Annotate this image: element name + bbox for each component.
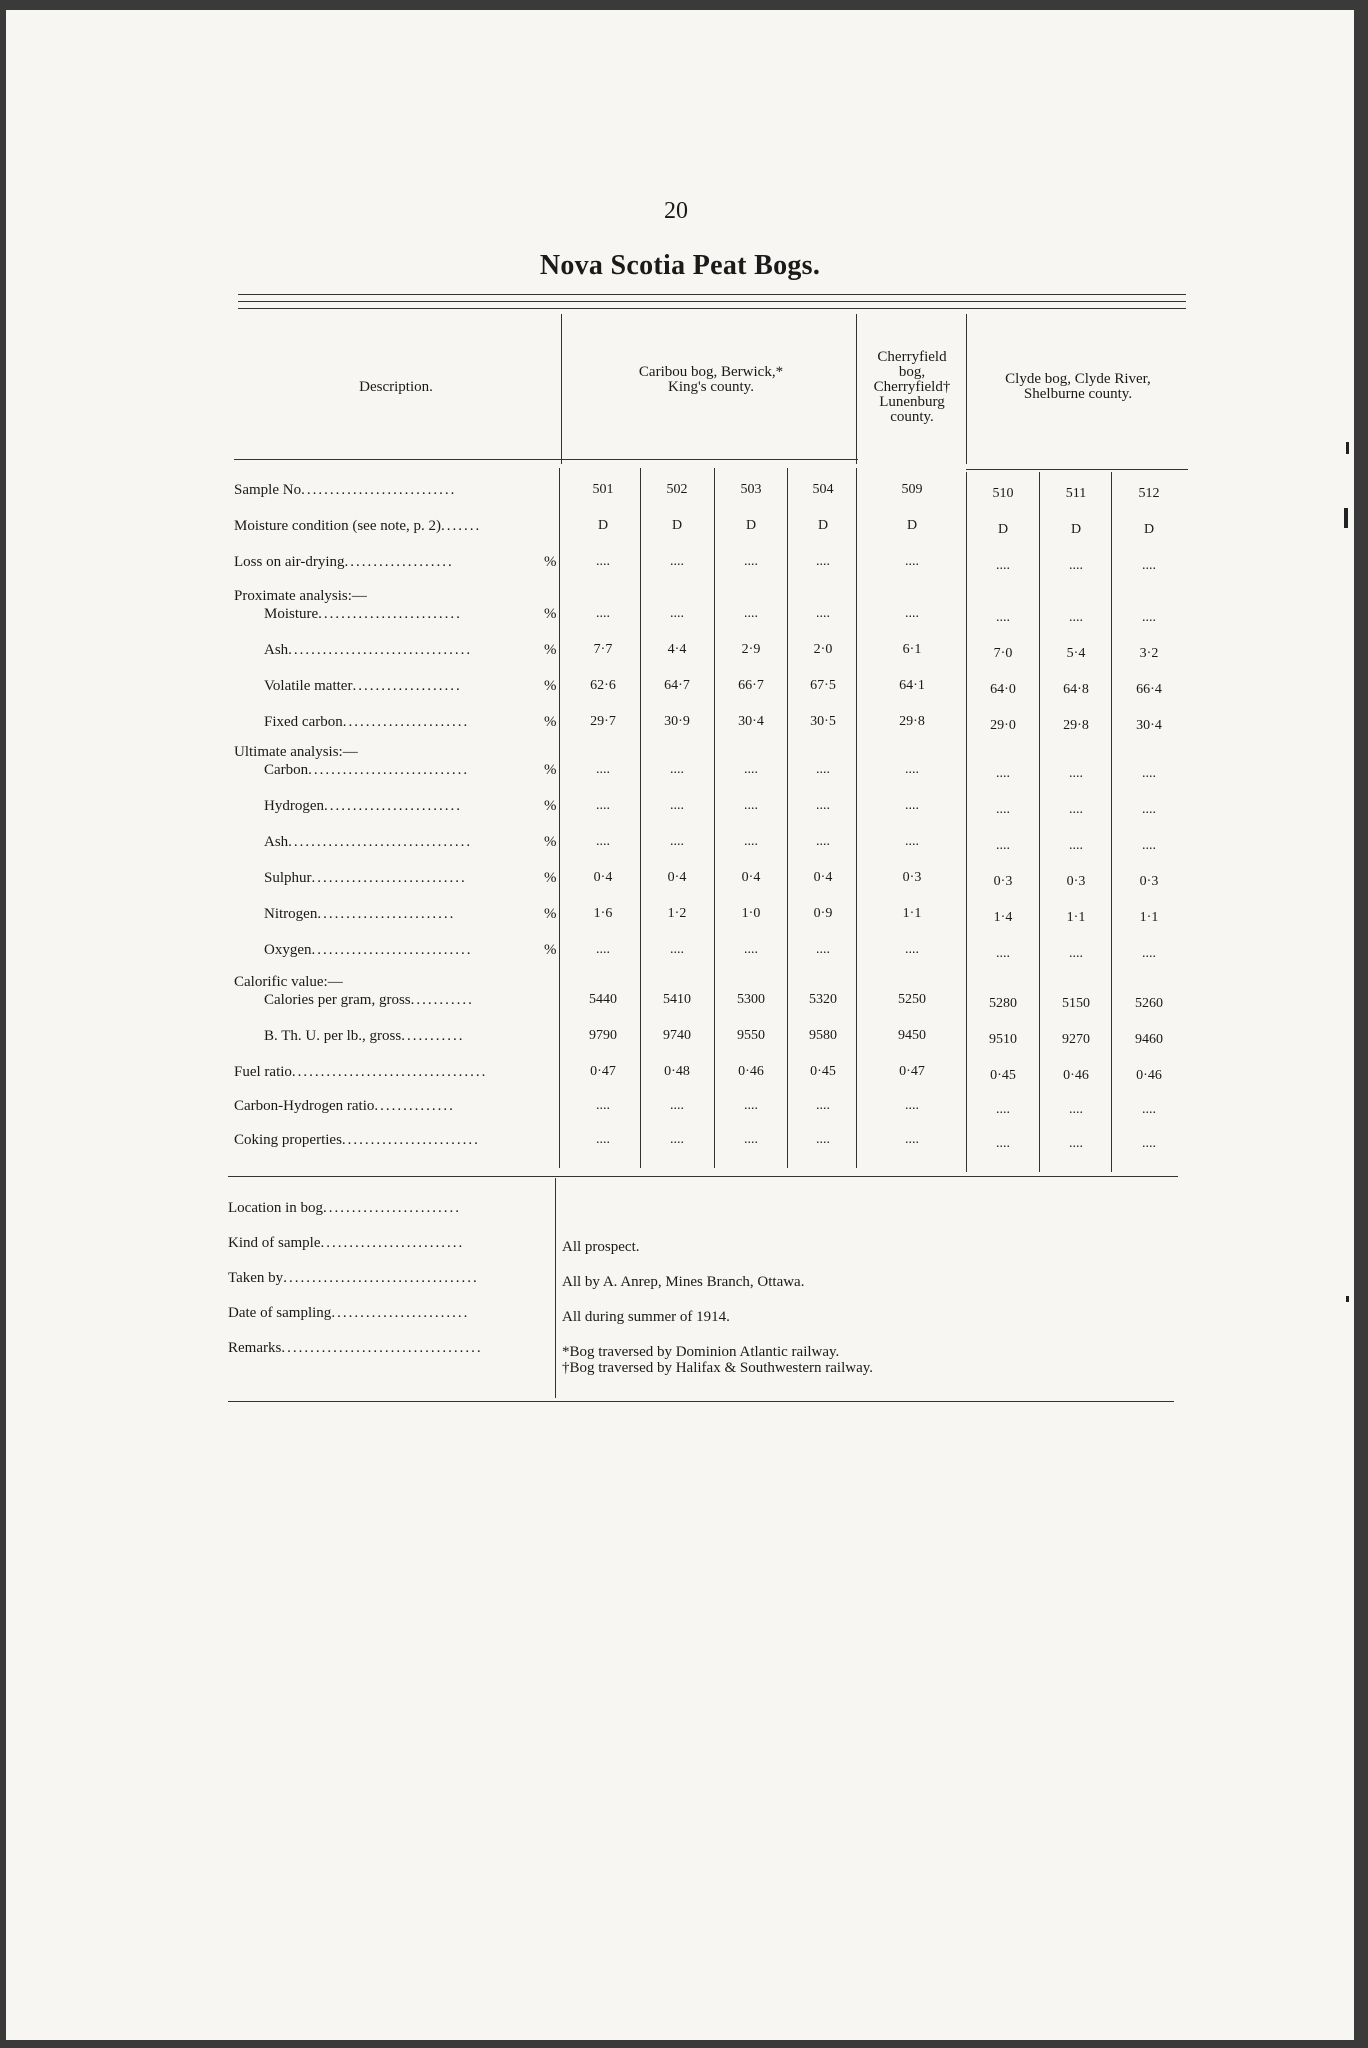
percent-unit: % xyxy=(544,606,557,622)
data-cell: D xyxy=(671,518,683,533)
data-cell: 0·3 xyxy=(902,870,922,885)
row-label-text: Ultimate analysis:— xyxy=(234,744,358,760)
data-cell: .... xyxy=(744,1098,758,1113)
dot-leader: ........................ xyxy=(317,906,456,922)
percent-unit: % xyxy=(544,834,557,850)
data-cell: .... xyxy=(905,606,919,621)
data-cell: .... xyxy=(996,1136,1010,1151)
data-cell: 509 xyxy=(901,482,923,497)
dot-leader: ................... xyxy=(344,554,454,570)
row-label xyxy=(234,482,456,499)
percent-unit: % xyxy=(544,554,557,570)
data-cell: 0·45 xyxy=(810,1064,836,1079)
data-cell: 0·3 xyxy=(1139,874,1159,889)
document-page xyxy=(6,10,1354,2040)
data-cell: .... xyxy=(744,834,758,849)
percent-unit: % xyxy=(544,798,557,814)
row-label-text: Proximate analysis:— xyxy=(234,588,367,604)
data-cell: .... xyxy=(670,798,684,813)
data-cell: 1·2 xyxy=(667,906,687,921)
data-cell: 29·7 xyxy=(590,714,616,729)
column-divider-8 xyxy=(1111,472,1112,1172)
header-divider-3 xyxy=(966,314,967,464)
data-cell: 5260 xyxy=(1135,996,1163,1011)
row-label-text: Carbon xyxy=(264,762,309,778)
data-cell: 9270 xyxy=(1062,1032,1090,1047)
row-label-text: Volatile matter xyxy=(264,678,353,694)
data-cell: .... xyxy=(1142,802,1156,817)
percent-unit: % xyxy=(544,906,557,922)
row-label-text: Fixed carbon xyxy=(264,714,343,730)
row-label-text: Calorific value:— xyxy=(234,974,343,990)
data-cell: .... xyxy=(816,762,830,777)
data-cell: .... xyxy=(596,798,610,813)
row-label-text: Ash xyxy=(264,834,289,850)
data-cell: .... xyxy=(996,610,1010,625)
data-cell: D xyxy=(997,522,1009,537)
row-label-text: Loss on air-drying xyxy=(234,554,345,570)
data-cell: .... xyxy=(1142,766,1156,781)
data-cell: 0·47 xyxy=(899,1064,925,1079)
row-label xyxy=(234,974,343,991)
data-cell: 9740 xyxy=(663,1028,691,1043)
data-cell: 2·9 xyxy=(741,642,761,657)
data-cell: 67·5 xyxy=(810,678,836,693)
data-cell: 29·8 xyxy=(1063,718,1089,733)
data-cell: 3·2 xyxy=(1139,646,1159,661)
percent-unit: % xyxy=(544,942,557,958)
header-bottom-rule-right xyxy=(966,469,1188,470)
data-cell: .... xyxy=(905,762,919,777)
data-cell: .... xyxy=(816,1098,830,1113)
data-cell: .... xyxy=(596,942,610,957)
data-cell: .... xyxy=(816,834,830,849)
bottom-rule xyxy=(228,1401,1174,1402)
data-cell: .... xyxy=(670,1098,684,1113)
dot-leader: ........................ xyxy=(331,1305,470,1321)
cherryfield-header-line-1: Cherryfield xyxy=(877,349,947,365)
note-label xyxy=(228,1270,479,1287)
note-value: †Bog traversed by Halifax & Southwestern railway. xyxy=(562,1360,874,1376)
data-cell: .... xyxy=(996,802,1010,817)
data-cell: .... xyxy=(816,554,830,569)
data-cell: .... xyxy=(744,606,758,621)
data-cell: 64·1 xyxy=(899,678,925,693)
dot-leader: ........... xyxy=(410,992,474,1008)
header-bottom-rule-left xyxy=(234,459,858,460)
margin-mark xyxy=(1344,508,1348,528)
dot-leader: ................... xyxy=(352,678,462,694)
data-cell: 5300 xyxy=(737,992,765,1007)
data-cell: 4·4 xyxy=(667,642,687,657)
data-cell: 1·1 xyxy=(1066,910,1086,925)
notes-divider xyxy=(555,1178,556,1398)
clyde-bog-header xyxy=(968,372,1188,402)
data-cell: .... xyxy=(905,942,919,957)
column-divider-label xyxy=(559,468,560,1168)
data-cell: 9790 xyxy=(589,1028,617,1043)
row-label-text: Moisture xyxy=(264,606,319,622)
note-label-text: Date of sampling xyxy=(228,1305,332,1321)
data-cell: 64·8 xyxy=(1063,682,1089,697)
data-cell: .... xyxy=(1142,1102,1156,1117)
data-cell: 9450 xyxy=(898,1028,926,1043)
caribou-header-line-2: King's county. xyxy=(668,379,754,395)
data-cell: 0·46 xyxy=(1063,1068,1089,1083)
column-divider-5 xyxy=(856,468,857,1168)
row-label xyxy=(264,606,462,623)
data-cell: D xyxy=(906,518,918,533)
data-cell: .... xyxy=(816,1132,830,1147)
percent-unit: % xyxy=(544,642,557,658)
dot-leader: ............................ xyxy=(311,942,473,958)
data-cell: 30·5 xyxy=(810,714,836,729)
data-cell: .... xyxy=(1142,946,1156,961)
data-cell: .... xyxy=(744,942,758,957)
row-label-text: Oxygen xyxy=(264,942,312,958)
clyde-header-line-2: Shelburne county. xyxy=(1023,386,1133,402)
data-cell: 0·4 xyxy=(667,870,687,885)
data-cell: .... xyxy=(596,834,610,849)
column-divider-2 xyxy=(640,468,641,1168)
data-cell: 2·0 xyxy=(813,642,833,657)
data-cell: .... xyxy=(905,1132,919,1147)
data-cell: .... xyxy=(744,762,758,777)
row-label xyxy=(234,1132,480,1149)
data-cell: .... xyxy=(905,798,919,813)
data-cell: 503 xyxy=(740,482,762,497)
data-cell: 0·9 xyxy=(813,906,833,921)
row-label xyxy=(264,992,474,1009)
data-cell: .... xyxy=(996,558,1010,573)
dot-leader: ........................... xyxy=(311,870,467,886)
table-bottom-rule xyxy=(228,1176,1178,1177)
percent-unit: % xyxy=(544,678,557,694)
dot-leader: .................................. xyxy=(291,1064,488,1080)
data-cell: .... xyxy=(596,1098,610,1113)
dot-leader: ................................ xyxy=(288,642,473,658)
dot-leader: ........................... xyxy=(301,482,457,498)
data-cell: .... xyxy=(1069,1102,1083,1117)
data-cell: .... xyxy=(744,798,758,813)
data-cell: .... xyxy=(1069,558,1083,573)
data-cell: 0·45 xyxy=(990,1068,1016,1083)
note-label xyxy=(228,1305,469,1322)
row-label xyxy=(264,942,473,959)
row-label-text: Moisture condition (see note, p. 2) xyxy=(234,518,442,534)
row-label xyxy=(264,834,472,851)
row-label-text: Fuel ratio xyxy=(234,1064,292,1080)
dot-leader: ........................ xyxy=(324,798,462,814)
data-cell: .... xyxy=(670,1132,684,1147)
data-cell: 5410 xyxy=(663,992,691,1007)
column-divider-7 xyxy=(1039,472,1040,1172)
data-cell: 1·0 xyxy=(741,906,761,921)
data-cell: .... xyxy=(1069,802,1083,817)
dot-leader: ........................ xyxy=(322,1200,461,1216)
dot-leader: .................................. xyxy=(283,1270,479,1286)
row-label-text: Hydrogen xyxy=(264,798,324,814)
cherryfield-header-line-3: Cherryfield† xyxy=(873,379,951,395)
data-cell: 0·3 xyxy=(1066,874,1086,889)
data-cell: 6·1 xyxy=(902,642,922,657)
row-label xyxy=(234,1098,455,1115)
row-label-text: Sulphur xyxy=(264,870,312,886)
top-rule-3 xyxy=(238,308,1186,309)
data-cell: .... xyxy=(596,606,610,621)
data-cell: 1·6 xyxy=(593,906,613,921)
data-cell: 501 xyxy=(592,482,614,497)
data-cell: .... xyxy=(816,942,830,957)
data-cell: 7·0 xyxy=(993,646,1013,661)
data-cell: .... xyxy=(996,766,1010,781)
row-label-text: Carbon-Hydrogen ratio xyxy=(234,1098,375,1114)
row-label-text: Sample No xyxy=(234,482,302,498)
dot-leader: ......................... xyxy=(318,606,462,622)
row-label xyxy=(264,642,472,659)
row-label-text: Ash xyxy=(264,642,289,658)
clyde-header-line-1: Clyde bog, Clyde River, xyxy=(1005,371,1151,387)
data-cell: 1·1 xyxy=(1139,910,1159,925)
data-cell: .... xyxy=(1069,838,1083,853)
cherryfield-bog-header xyxy=(858,350,966,425)
note-label-text: Taken by xyxy=(228,1270,284,1286)
row-label xyxy=(264,678,462,695)
data-cell: .... xyxy=(996,838,1010,853)
dot-leader: .............. xyxy=(374,1098,455,1114)
row-label xyxy=(264,714,469,731)
data-cell: .... xyxy=(1069,766,1083,781)
data-cell: 9510 xyxy=(989,1032,1017,1047)
row-label xyxy=(234,588,367,605)
row-label-text: Calories per gram, gross xyxy=(264,992,411,1008)
data-cell: .... xyxy=(996,1102,1010,1117)
row-label-text: Nitrogen xyxy=(264,906,318,922)
header-divider-2 xyxy=(856,314,857,464)
dot-leader: ............................ xyxy=(308,762,470,778)
data-cell: 0·3 xyxy=(993,874,1013,889)
row-label xyxy=(264,1028,464,1045)
data-cell: .... xyxy=(596,1132,610,1147)
data-cell: 0·4 xyxy=(741,870,761,885)
data-cell: 66·4 xyxy=(1136,682,1162,697)
note-value: All by A. Anrep, Mines Branch, Ottawa. xyxy=(562,1274,805,1290)
data-cell: .... xyxy=(1142,838,1156,853)
data-cell: .... xyxy=(670,942,684,957)
note-label-text: Kind of sample xyxy=(228,1235,321,1251)
data-cell: 1·4 xyxy=(993,910,1013,925)
data-cell: .... xyxy=(596,554,610,569)
data-cell: 62·6 xyxy=(590,678,616,693)
data-cell: .... xyxy=(816,606,830,621)
dot-leader: ................................... xyxy=(281,1340,483,1356)
caribou-bog-header xyxy=(571,365,851,395)
row-label xyxy=(264,870,467,887)
column-divider-4 xyxy=(787,468,788,1168)
data-cell: 0·4 xyxy=(593,870,613,885)
data-cell: D xyxy=(1143,522,1155,537)
dot-leader: ......................... xyxy=(320,1235,465,1251)
row-label xyxy=(264,762,469,779)
cherryfield-header-line-5: county. xyxy=(890,409,934,425)
data-cell: 30·4 xyxy=(1136,718,1162,733)
dot-leader: ........... xyxy=(401,1028,465,1044)
data-cell: .... xyxy=(816,798,830,813)
data-cell: 30·9 xyxy=(664,714,690,729)
cherryfield-header-line-4: Lunenburg xyxy=(879,394,945,410)
data-cell: 512 xyxy=(1138,486,1160,501)
column-divider-6 xyxy=(966,472,967,1172)
data-cell: .... xyxy=(905,1098,919,1113)
data-cell: 502 xyxy=(666,482,688,497)
percent-unit: % xyxy=(544,762,557,778)
note-value: All during summer of 1914. xyxy=(562,1309,730,1325)
data-cell: 64·7 xyxy=(664,678,690,693)
data-cell: 0·4 xyxy=(813,870,833,885)
top-rule-2 xyxy=(238,301,1186,302)
data-cell: 66·7 xyxy=(738,678,764,693)
data-cell: 511 xyxy=(1065,486,1087,501)
data-cell: .... xyxy=(670,554,684,569)
data-cell: 29·0 xyxy=(990,718,1016,733)
dot-leader: ........................ xyxy=(341,1132,480,1148)
note-value: All prospect. xyxy=(562,1239,640,1255)
data-cell: 29·8 xyxy=(899,714,925,729)
row-label xyxy=(234,744,358,761)
data-cell: 510 xyxy=(992,486,1014,501)
data-cell: .... xyxy=(996,946,1010,961)
note-label-text: Remarks xyxy=(228,1340,282,1356)
data-cell: 5150 xyxy=(1062,996,1090,1011)
row-label xyxy=(264,906,455,923)
data-cell: 64·0 xyxy=(990,682,1016,697)
page-title: Nova Scotia Peat Bogs. xyxy=(539,250,821,281)
dot-leader: ...................... xyxy=(342,714,470,730)
data-cell: 5280 xyxy=(989,996,1017,1011)
data-cell: .... xyxy=(670,834,684,849)
top-rule-1 xyxy=(238,294,1186,295)
data-cell: .... xyxy=(1069,1136,1083,1151)
margin-mark xyxy=(1346,1296,1349,1302)
data-cell: .... xyxy=(596,762,610,777)
cherryfield-header-line-2: bog, xyxy=(898,364,926,380)
percent-unit: % xyxy=(544,714,557,730)
data-cell: 5250 xyxy=(898,992,926,1007)
data-cell: 5440 xyxy=(589,992,617,1007)
data-cell: .... xyxy=(905,554,919,569)
data-cell: .... xyxy=(670,606,684,621)
note-label xyxy=(228,1340,483,1357)
percent-unit: % xyxy=(544,870,557,886)
caribou-header-line-1: Caribou bog, Berwick,* xyxy=(638,364,784,380)
data-cell: 0·47 xyxy=(590,1064,616,1079)
margin-mark xyxy=(1346,442,1349,454)
data-cell: .... xyxy=(744,554,758,569)
header-divider-1 xyxy=(561,314,562,464)
row-label xyxy=(264,798,462,815)
note-label xyxy=(228,1235,464,1252)
data-cell: 9460 xyxy=(1135,1032,1163,1047)
row-label-text: Coking properties xyxy=(234,1132,342,1148)
note-label-text: Location in bog xyxy=(228,1200,323,1216)
data-cell: .... xyxy=(1069,946,1083,961)
dot-leader: ....... xyxy=(441,518,482,534)
note-label xyxy=(228,1200,461,1217)
data-cell: 9550 xyxy=(737,1028,765,1043)
row-label xyxy=(234,554,454,571)
row-label-text: B. Th. U. per lb., gross xyxy=(264,1028,402,1044)
row-label xyxy=(234,1064,487,1081)
data-cell: 1·1 xyxy=(902,906,922,921)
dot-leader: ................................ xyxy=(288,834,473,850)
column-divider-3 xyxy=(714,468,715,1168)
data-cell: 5320 xyxy=(809,992,837,1007)
row-label xyxy=(234,518,481,535)
data-cell: D xyxy=(817,518,829,533)
data-cell: 9580 xyxy=(809,1028,837,1043)
data-cell: 5·4 xyxy=(1066,646,1086,661)
data-cell: 7·7 xyxy=(593,642,613,657)
data-cell: D xyxy=(597,518,609,533)
data-cell: .... xyxy=(1142,558,1156,573)
data-cell: 0·46 xyxy=(738,1064,764,1079)
data-cell: 0·46 xyxy=(1136,1068,1162,1083)
data-cell: D xyxy=(745,518,757,533)
data-cell: .... xyxy=(1069,610,1083,625)
data-cell: D xyxy=(1070,522,1082,537)
data-cell: 0·48 xyxy=(664,1064,690,1079)
data-cell: .... xyxy=(670,762,684,777)
data-cell: 504 xyxy=(812,482,834,497)
data-cell: .... xyxy=(744,1132,758,1147)
data-cell: .... xyxy=(905,834,919,849)
note-value: *Bog traversed by Dominion Atlantic railway. xyxy=(562,1344,840,1360)
description-header: Description. xyxy=(359,379,433,395)
page-number: 20 xyxy=(664,198,688,224)
data-cell: .... xyxy=(1142,610,1156,625)
data-cell: .... xyxy=(1142,1136,1156,1151)
data-cell: 30·4 xyxy=(738,714,764,729)
